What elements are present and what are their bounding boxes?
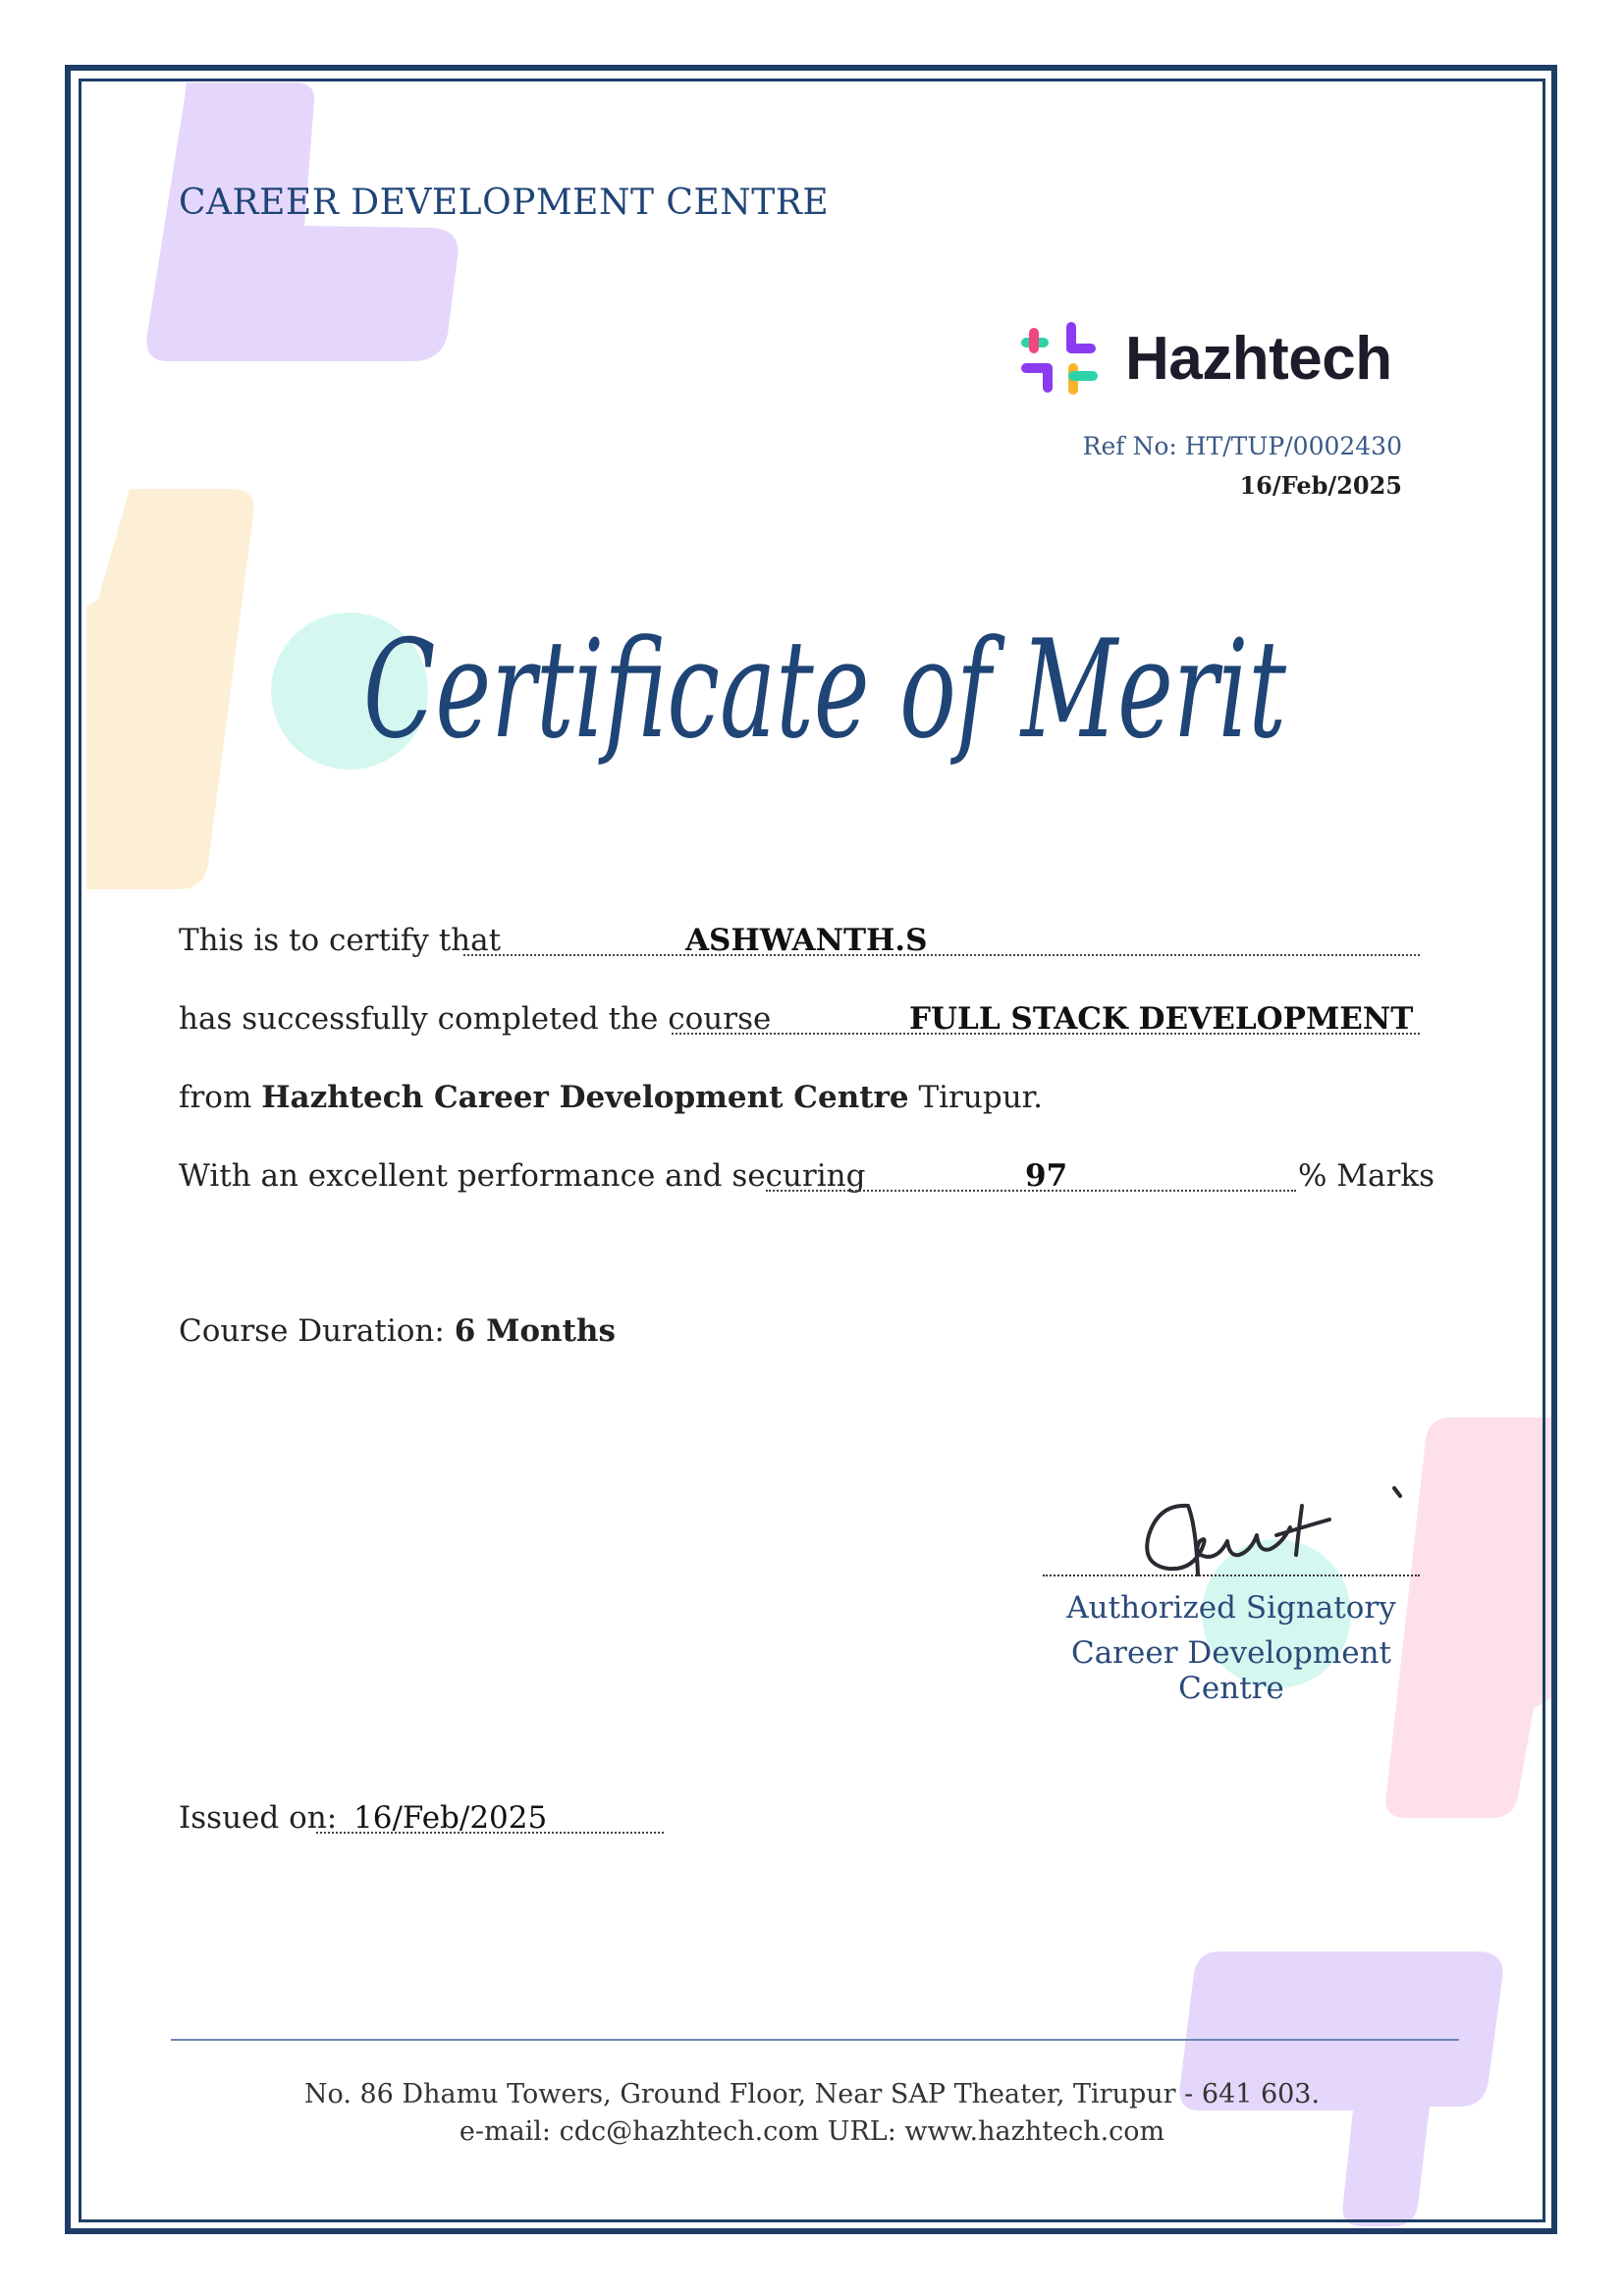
signatory-department: Career Development Centre xyxy=(1070,1635,1392,1706)
duration-value: 6 Months xyxy=(454,1313,616,1349)
name-dotted-line xyxy=(463,954,1420,956)
signatory-title: Authorized Signatory xyxy=(1066,1590,1396,1626)
marks-value: 97 xyxy=(1025,1158,1068,1194)
certificate-title-text: Certificate of Merit xyxy=(363,611,1287,769)
recipient-name: ASHWANTH.S xyxy=(685,923,928,958)
issued-date: 16/Feb/2025 xyxy=(353,1800,548,1836)
duration-line xyxy=(179,1313,616,1349)
hazhtech-logo xyxy=(1015,316,1408,404)
centre-heading: CAREER DEVELOPMENT CENTRE xyxy=(179,183,830,223)
reference-date: 16/Feb/2025 xyxy=(1239,471,1402,500)
performance-label: With an excellent performance and securing xyxy=(179,1158,866,1194)
hazhtech-logo-icon xyxy=(1015,316,1110,404)
marks-suffix: % Marks xyxy=(1298,1158,1435,1194)
footer-contact: e-mail: cdc@hazhtech.com URL: www.hazhtech.com xyxy=(459,2116,1165,2147)
course-label: has successfully completed the course xyxy=(179,1001,772,1037)
institution-line xyxy=(179,1080,1043,1115)
footer-address: No. 86 Dhamu Towers, Ground Floor, Near SAP Theater, Tirupur - 641 603. xyxy=(303,2079,1321,2109)
from-label: from xyxy=(179,1080,252,1115)
duration-label: Course Duration: xyxy=(179,1313,445,1349)
certificate-title xyxy=(334,589,1316,825)
footer-divider xyxy=(171,2039,1459,2041)
reference-number: Ref No: HT/TUP/0002430 xyxy=(1082,432,1402,460)
course-name: FULL STACK DEVELOPMENT xyxy=(909,1001,1414,1037)
certify-label: This is to certify that xyxy=(179,923,502,958)
logo-text: Hazhtech xyxy=(1125,325,1392,393)
institution-location: Tirupur. xyxy=(918,1080,1043,1115)
signature-line xyxy=(1043,1575,1420,1576)
issued-label: Issued on: xyxy=(179,1800,338,1836)
institution-name: Hazhtech Career Development Centre xyxy=(261,1080,909,1115)
